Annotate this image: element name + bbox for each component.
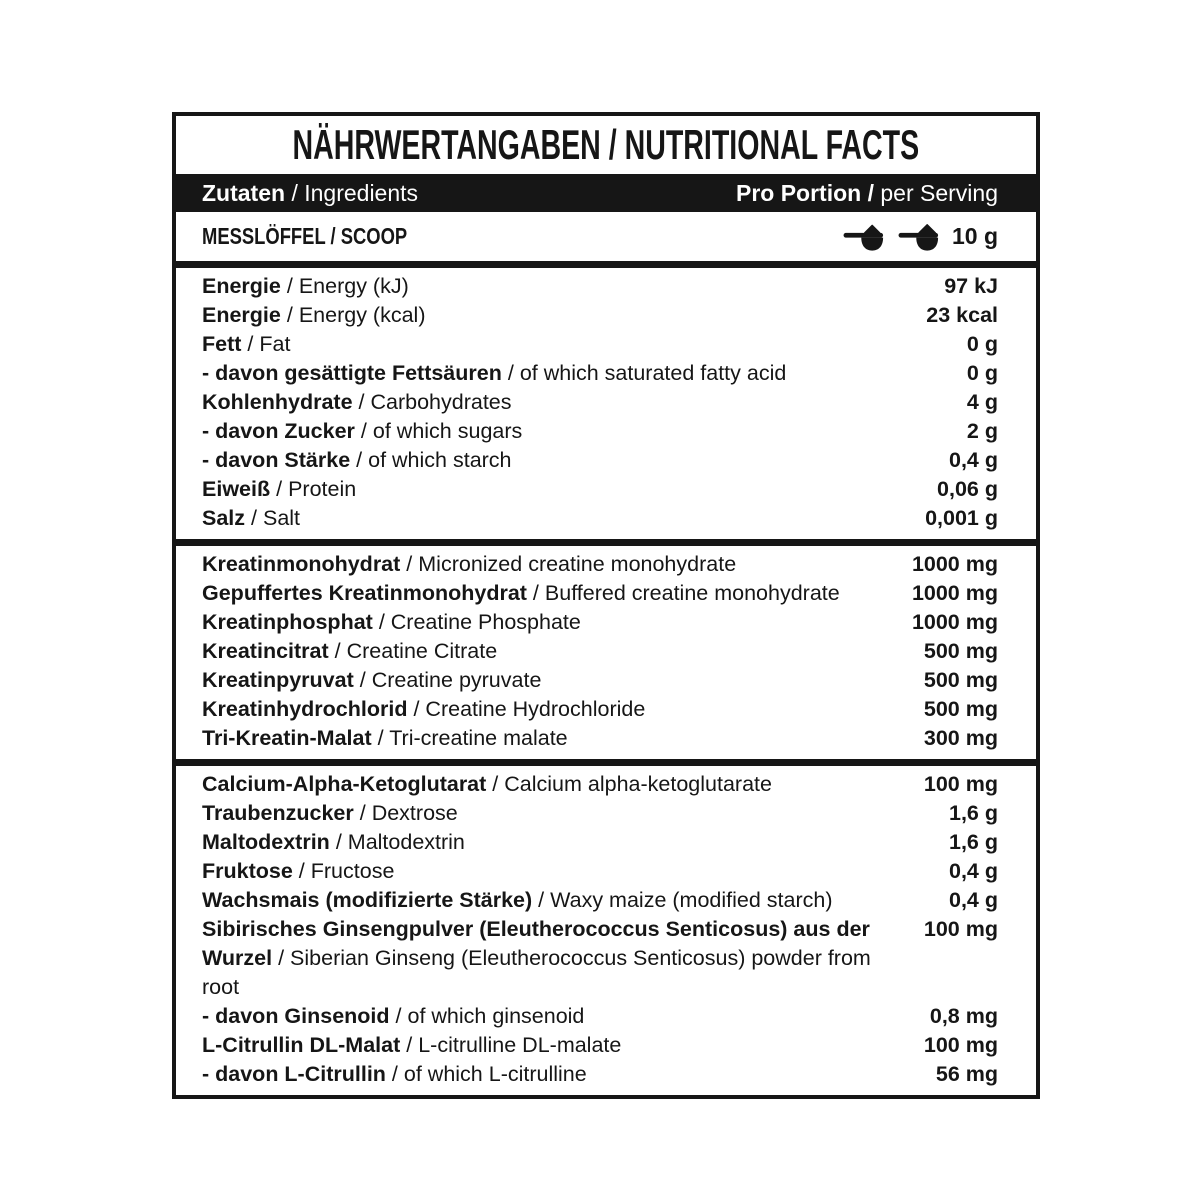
row-label — [202, 637, 924, 666]
ingredients-header-bar — [176, 174, 1036, 212]
row-value: 500 mg — [923, 697, 998, 721]
row-label — [202, 1002, 930, 1031]
row-label-de: Tri-Kreatin-Malat — [202, 726, 372, 750]
row-label-de: - davon Ginsenoid — [202, 1004, 390, 1028]
row-label-en: Carbohydrates — [370, 390, 512, 414]
row-value: 500 mg — [923, 639, 998, 663]
section-divider — [176, 759, 1036, 766]
row-label-en: Calcium alpha-ketoglutarate — [504, 772, 772, 796]
table-row — [176, 417, 1036, 446]
row-value: 0,4 g — [949, 859, 998, 883]
row-label — [202, 301, 926, 330]
ingredients-header-left — [202, 180, 418, 207]
table-row — [176, 579, 1036, 608]
section-creatine-matrix — [176, 546, 1036, 759]
row-label-de: Kreatinpyruvat — [202, 668, 354, 692]
row-slash: / — [507, 361, 514, 385]
row-label — [202, 330, 967, 359]
row-slash: / — [286, 274, 293, 298]
row-label-en: L-citrulline DL-malate — [418, 1033, 622, 1057]
row-label — [202, 388, 967, 417]
table-row — [176, 799, 1036, 828]
row-value: 100 mg — [923, 917, 998, 941]
row-label — [202, 504, 925, 533]
nutrition-facts-table — [172, 112, 1040, 1099]
row-label-de: Kreatinhydrochlorid — [202, 697, 408, 721]
row-label-en: Fructose — [310, 859, 395, 883]
row-value: 0,4 g — [949, 888, 998, 912]
row-slash: / — [359, 801, 366, 825]
row-label-en: Tri-creatine malate — [389, 726, 568, 750]
table-row — [176, 770, 1036, 799]
table-row — [176, 1060, 1036, 1089]
row-value: 1000 mg — [911, 581, 998, 605]
row-slash: / — [406, 552, 413, 576]
row-slash: / — [395, 1004, 402, 1028]
row-label-de: Energie — [202, 274, 281, 298]
row-value: 1000 mg — [911, 552, 998, 576]
row-label-de: Kohlenhydrate — [202, 390, 353, 414]
table-row — [176, 695, 1036, 724]
row-label — [202, 828, 949, 857]
row-value: 4 g — [966, 390, 998, 414]
row-value: 500 mg — [923, 668, 998, 692]
row-slash: / — [286, 303, 293, 327]
section-additional-ingredients — [176, 766, 1036, 1095]
header-slash: / — [291, 179, 298, 206]
row-slash: / — [413, 697, 420, 721]
row-label — [202, 475, 937, 504]
row-value: 1000 mg — [911, 610, 998, 634]
table-row — [176, 857, 1036, 886]
table-row — [176, 637, 1036, 666]
ingredients-label-en: Ingredients — [304, 179, 419, 206]
table-row — [176, 475, 1036, 504]
scoop-value-group — [832, 222, 998, 252]
table-row — [176, 504, 1036, 533]
row-label — [202, 857, 949, 886]
row-slash: / — [360, 419, 367, 443]
row-label-de: - davon Stärke — [202, 448, 351, 472]
table-row — [176, 1002, 1036, 1031]
row-label-de: Calcium-Alpha-Ketoglutarat — [202, 772, 487, 796]
row-value: 2 g — [966, 419, 998, 443]
table-row — [176, 915, 1036, 1002]
row-label-en: Creatine pyruvate — [371, 668, 542, 692]
row-label-en: of which saturated fatty acid — [519, 361, 787, 385]
row-value: 0,06 g — [937, 477, 998, 501]
per-serving-label-de: Pro Portion / — [735, 179, 874, 206]
row-value: 1,6 g — [949, 830, 998, 854]
row-label-en: Energy (kcal) — [298, 303, 426, 327]
row-label-de: Traubenzucker — [202, 801, 354, 825]
scoop-label: MESSLÖFFEL / SCOOP — [202, 223, 408, 249]
table-row — [176, 272, 1036, 301]
section-divider — [176, 261, 1036, 268]
row-slash: / — [358, 390, 365, 414]
table-row — [176, 608, 1036, 637]
per-serving-label-en: per Serving — [880, 179, 998, 206]
row-label — [202, 608, 912, 637]
table-sections — [176, 261, 1036, 1095]
row-label-de: L-Citrullin DL-Malat — [202, 1033, 401, 1057]
row-label-en: Micronized creatine monohydrate — [418, 552, 737, 576]
row-label — [202, 550, 912, 579]
row-label-de: Kreatinmonohydrat — [202, 552, 401, 576]
row-slash: / — [538, 888, 545, 912]
table-row — [176, 301, 1036, 330]
row-slash: / — [278, 946, 285, 970]
row-label — [202, 770, 924, 799]
row-slash: / — [492, 772, 499, 796]
row-label-de: - davon L-Citrullin — [202, 1062, 386, 1086]
row-slash: / — [276, 477, 283, 501]
row-label — [202, 724, 924, 753]
row-label — [202, 579, 912, 608]
table-row — [176, 828, 1036, 857]
row-value: 56 mg — [935, 1062, 998, 1086]
table-row — [176, 666, 1036, 695]
row-label-de: - davon gesättigte Fettsäuren — [202, 361, 502, 385]
row-label — [202, 886, 949, 915]
row-label-de: Energie — [202, 303, 281, 327]
row-slash: / — [359, 668, 366, 692]
row-slash: / — [298, 859, 305, 883]
row-slash: / — [406, 1033, 413, 1057]
scoop-row — [176, 212, 1036, 261]
row-label — [202, 666, 924, 695]
row-label-de: Gepuffertes Kreatinmonohydrat — [202, 581, 527, 605]
table-row — [176, 886, 1036, 915]
row-label-de: Sibirisches Ginsengpulver (Eleutherococcus Senticosus) aus der Wurzel — [202, 917, 870, 970]
row-label-en: Siberian Ginseng (Eleutherococcus Senticosus) powder from root — [202, 946, 871, 999]
row-slash: / — [356, 448, 363, 472]
row-label-en: of which starch — [368, 448, 512, 472]
row-label-en: Fat — [259, 332, 291, 356]
row-value: 1,6 g — [949, 801, 998, 825]
row-value: 0,4 g — [949, 448, 998, 472]
row-slash: / — [247, 332, 254, 356]
scoop-amount: 10 g — [951, 223, 998, 249]
row-label — [202, 1031, 924, 1060]
row-label-en: of which sugars — [372, 419, 523, 443]
ingredients-label-de: Zutaten — [202, 179, 286, 206]
row-label-de: Wachsmais (modifizierte Stärke) — [202, 888, 533, 912]
table-row — [176, 550, 1036, 579]
table-row — [176, 359, 1036, 388]
row-slash: / — [335, 830, 342, 854]
row-slash: / — [378, 610, 385, 634]
row-label-de: Fruktose — [202, 859, 293, 883]
section-macronutrients — [176, 268, 1036, 539]
table-title: NÄHRWERTANGABEN / NUTRITIONAL FACTS — [292, 121, 920, 168]
row-label-en: of which L-citrulline — [403, 1062, 587, 1086]
table-row — [176, 446, 1036, 475]
row-label-de: - davon Zucker — [202, 419, 355, 443]
table-row — [176, 724, 1036, 753]
row-label — [202, 695, 924, 724]
table-row — [176, 330, 1036, 359]
row-value: 97 kJ — [944, 274, 998, 298]
row-label-en: Salt — [262, 506, 301, 530]
row-label-en: Creatine Citrate — [346, 639, 498, 663]
row-label-de: Fett — [202, 332, 242, 356]
per-serving-header — [736, 180, 998, 207]
row-label-en: Creatine Phosphate — [390, 610, 581, 634]
row-label — [202, 272, 944, 301]
row-label-en: Waxy maize (modified starch) — [550, 888, 833, 912]
row-label — [202, 359, 967, 388]
row-slash: / — [391, 1062, 398, 1086]
row-value: 23 kcal — [926, 303, 998, 327]
row-label-de: Maltodextrin — [202, 830, 330, 854]
section-divider — [176, 539, 1036, 546]
row-value: 100 mg — [923, 772, 998, 796]
row-slash: / — [251, 506, 257, 530]
row-label-en: Energy (kJ) — [298, 274, 409, 298]
row-label-de: Salz — [202, 506, 246, 530]
row-label-en: Maltodextrin — [347, 830, 465, 854]
row-value: 0,001 g — [925, 506, 998, 530]
scoop-icon — [896, 222, 942, 252]
table-row — [176, 1031, 1036, 1060]
row-value: 0 g — [966, 361, 998, 385]
row-label-en: Protein — [288, 477, 357, 501]
row-slash: / — [334, 639, 341, 663]
row-label-de: Eiweiß — [202, 477, 271, 501]
row-label — [202, 1060, 936, 1089]
row-label-en: Creatine Hydrochloride — [425, 697, 646, 721]
row-label — [202, 417, 967, 446]
row-value: 300 mg — [923, 726, 998, 750]
row-value: 100 mg — [923, 1033, 998, 1057]
row-label-en: Buffered creatine monohydrate — [544, 581, 840, 605]
row-value: 0,8 mg — [929, 1004, 998, 1028]
row-slash: / — [377, 726, 384, 750]
row-label-de: Kreatincitrat — [202, 639, 329, 663]
row-label — [202, 915, 924, 1002]
row-slash: / — [532, 581, 539, 605]
row-label-de: Kreatinphosphat — [202, 610, 373, 634]
row-label — [202, 446, 949, 475]
table-title-row — [176, 116, 1036, 174]
scoop-icon — [841, 222, 887, 252]
row-value: 0 g — [966, 332, 998, 356]
row-label-en: of which ginsenoid — [407, 1004, 585, 1028]
row-label-en: Dextrose — [371, 801, 458, 825]
row-label — [202, 799, 949, 828]
table-row — [176, 388, 1036, 417]
